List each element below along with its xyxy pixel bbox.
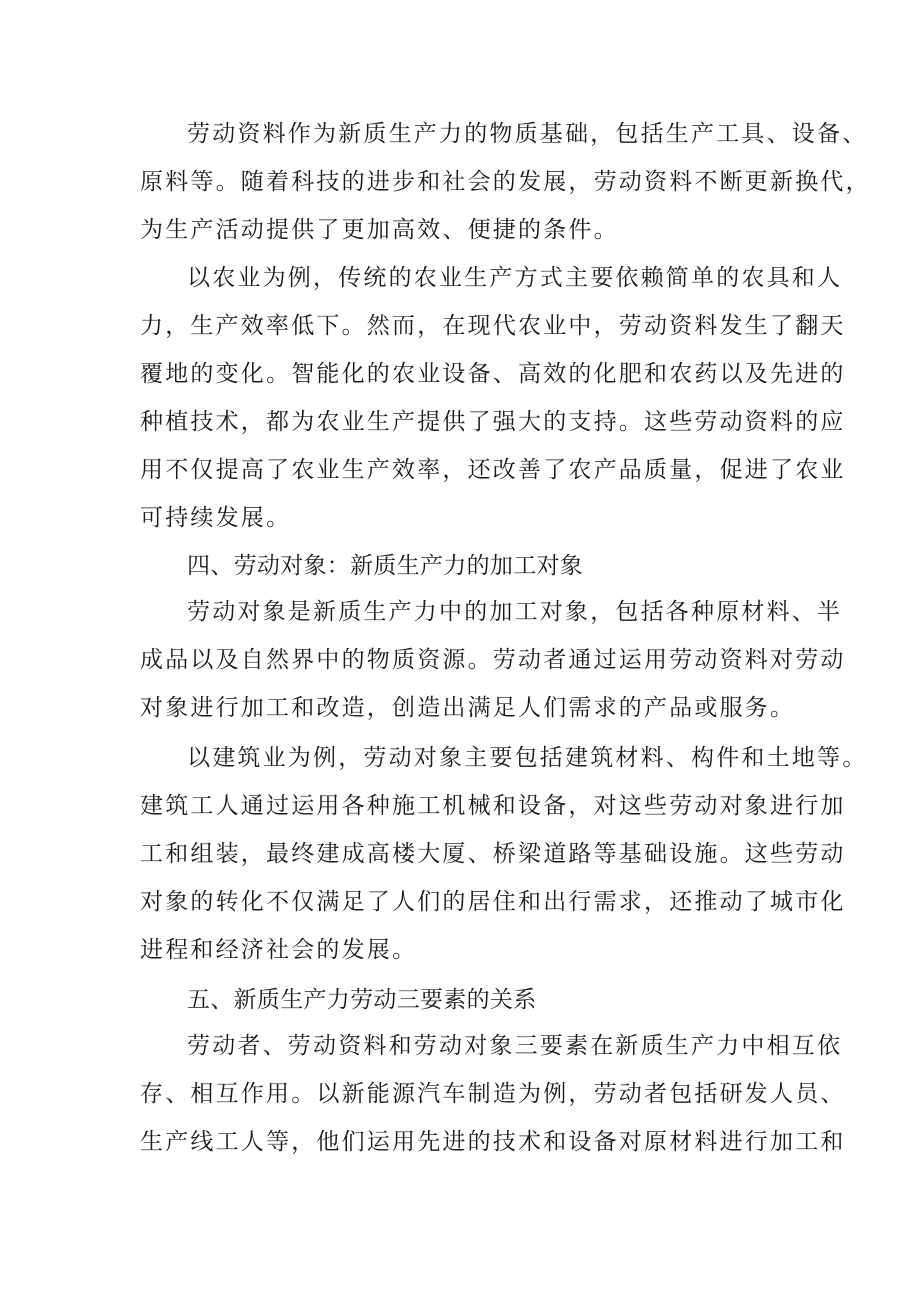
- paragraph-line: 成品以及自然界中的物质资源。劳动者通过运用劳动资料对劳动: [140, 647, 846, 673]
- paragraph-line: 存、相互作用。以新能源汽车制造为例，劳动者包括研发人员、: [140, 1081, 846, 1107]
- paragraph-line: 生产线工人等，他们运用先进的技术和设备对原材料进行加工和: [140, 1129, 846, 1155]
- paragraph-labor-objects: [140, 588, 846, 732]
- paragraph-line: 劳动资料作为新质生产力的物质基础，包括生产工具、设备、: [187, 121, 868, 147]
- paragraph-line: 为生产活动提供了更加高效、便捷的条件。: [140, 217, 619, 243]
- paragraph-line: 可持续发展。: [140, 505, 292, 531]
- paragraph-line: 工和组装，最终建成高楼大厦、桥梁道路等基础设施。这些劳动: [140, 841, 846, 867]
- paragraph-line: 种植技术，都为农业生产提供了强大的支持。这些劳动资料的应: [140, 409, 846, 435]
- section-heading-labor-objects: 四、劳动对象：新质生产力的加工对象: [187, 553, 584, 579]
- paragraph-line: 以建筑业为例，劳动对象主要包括建筑材料、构件和土地等。: [187, 745, 868, 771]
- section-heading-three-elements: 五、新质生产力劳动三要素的关系: [187, 987, 537, 1013]
- paragraph-line: 对象进行加工和改造，创造出满足人们需求的产品或服务。: [140, 695, 796, 721]
- paragraph-line: 以农业为例，传统的农业生产方式主要依赖简单的农具和人: [187, 265, 843, 291]
- paragraph-line: 覆地的变化。智能化的农业设备、高效的化肥和农药以及先进的: [140, 361, 846, 387]
- paragraph-line: 劳动者、劳动资料和劳动对象三要素在新质生产力中相互依: [187, 1033, 843, 1059]
- paragraph-line: 力，生产效率低下。然而，在现代农业中，劳动资料发生了翻天: [140, 313, 846, 339]
- paragraph-labor-materials: [140, 110, 871, 254]
- paragraph-line: 进程和经济社会的发展。: [140, 937, 418, 963]
- paragraph-line: 建筑工人通过运用各种施工机械和设备，对这些劳动对象进行加: [140, 793, 846, 819]
- paragraph-agriculture-example: [140, 254, 846, 542]
- paragraph-three-elements: [140, 1022, 846, 1166]
- paragraph-line: 对象的转化不仅满足了人们的居住和出行需求，还推动了城市化: [140, 889, 846, 915]
- paragraph-line: 原料等。随着科技的进步和社会的发展，劳动资料不断更新换代，: [140, 169, 871, 195]
- paragraph-line: 用不仅提高了农业生产效率，还改善了农产品质量，促进了农业: [140, 457, 846, 483]
- paragraph-construction-example: [140, 734, 868, 974]
- paragraph-line: 劳动对象是新质生产力中的加工对象，包括各种原材料、半: [187, 599, 843, 625]
